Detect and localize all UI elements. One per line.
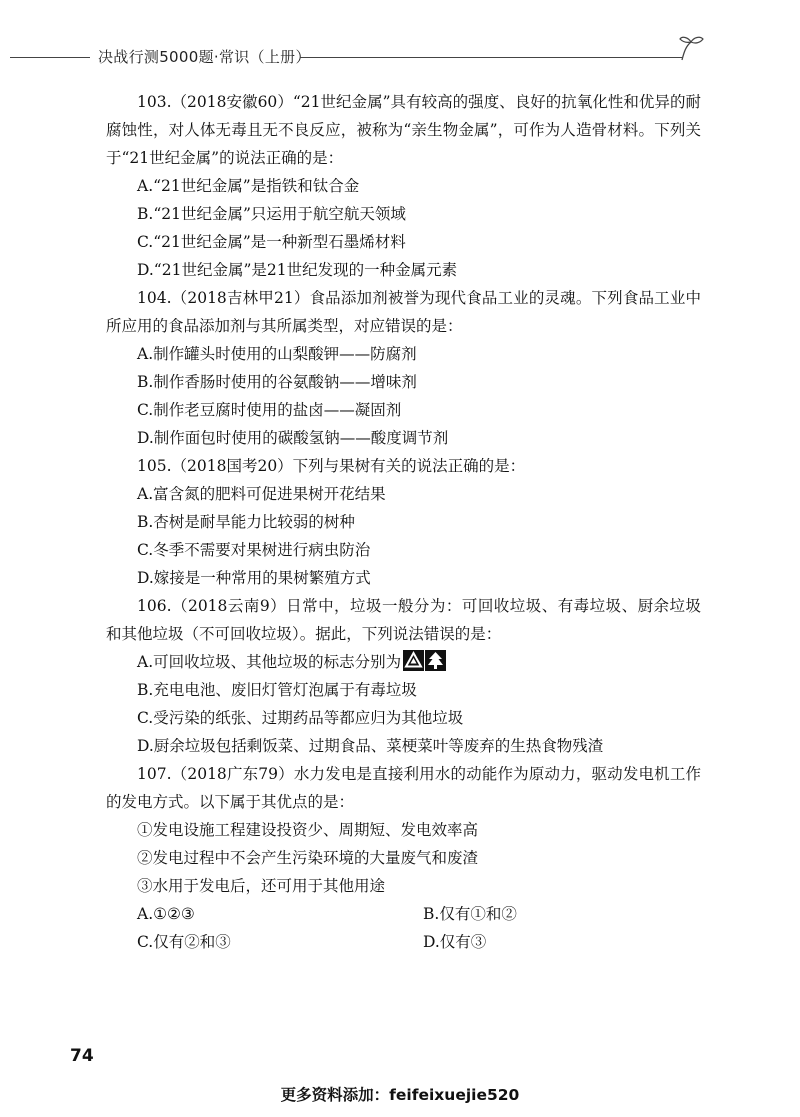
running-header [0, 40, 800, 70]
header-rule-right [300, 57, 682, 58]
statement-2: ②发电过程中不会产生污染环境的大量废气和废渣 [137, 849, 479, 867]
option-d: D.厨余垃圾包括剩饭菜、过期食品、菜梗菜叶等废弃的生热食物残渣 [137, 737, 604, 755]
statement-1: ①发电设施工程建设投资少、周期短、发电效率高 [137, 821, 479, 839]
option-d: D.“21世纪金属”是21世纪发现的一种金属元素 [137, 261, 458, 279]
question-104 [106, 284, 701, 452]
question-stem: 107.（2018广东79）水力发电是直接利用水的动能作为原动力，驱动发电机工作的发电方式。以下属于其优点的是： [106, 765, 701, 811]
option-a [106, 648, 701, 676]
option-a: A.制作罐头时使用的山梨酸钾——防腐剂 [137, 345, 417, 363]
recyclable-icon [403, 650, 424, 671]
option-b: B.“21世纪金属”只运用于航空航天领域 [137, 205, 406, 223]
option-c: C.制作老豆腐时使用的盐卤——凝固剂 [137, 401, 402, 419]
question-stem: 106.（2018云南9）日常中，垃圾一般分为：可回收垃圾、有毒垃圾、厨余垃圾和其他垃圾（不可回收垃圾）。据此，下列说法错误的是： [106, 597, 701, 643]
sprout-icon [676, 34, 706, 62]
question-stem: 103.（2018安徽60）“21世纪金属”具有较高的强度、良好的抗氧化性和优异的耐腐蚀性，对人体无毒且无不良反应，被称为“亲生物金属”，可作为人造骨材料。下列关于“21世纪金属”的说法正确的是： [106, 93, 701, 167]
option-c: C.冬季不需要对果树进行病虫防治 [137, 541, 371, 559]
recycle-symbols [403, 650, 446, 671]
question-stem: 104.（2018吉林甲21）食品添加剂被誉为现代食品工业的灵魂。下列食品工业中所应用的食品添加剂与其所属类型，对应错误的是： [106, 289, 701, 335]
option-c: C.“21世纪金属”是一种新型石墨烯材料 [137, 233, 406, 251]
option-row [106, 928, 701, 956]
question-107 [106, 760, 701, 956]
option-a: A.“21世纪金属”是指铁和钛合金 [137, 177, 360, 195]
question-list [106, 88, 701, 956]
option-row [106, 900, 701, 928]
statement-3: ③水用于发电后，还可用于其他用途 [137, 877, 386, 895]
option-d: D.制作面包时使用的碳酸氢钠——酸度调节剂 [137, 429, 449, 447]
option-b: B.杏树是耐旱能力比较弱的树种 [137, 513, 355, 531]
option-a: A.①②③ [137, 905, 195, 923]
book-title: 决战行测5000题·常识（上册） [98, 48, 311, 66]
header-rule-left [10, 57, 90, 58]
option-a-text: A.可回收垃圾、其他垃圾的标志分别为 [137, 653, 402, 671]
other-waste-icon [425, 650, 446, 671]
option-d: D.仅有③ [423, 933, 487, 951]
option-c: C.受污染的纸张、过期药品等都应归为其他垃圾 [137, 709, 464, 727]
page-number: 74 [70, 1046, 94, 1066]
question-stem: 105.（2018国考20）下列与果树有关的说法正确的是： [137, 457, 526, 475]
question-106 [106, 592, 701, 760]
option-c: C.仅有②和③ [137, 933, 231, 951]
option-b: B.仅有①和② [423, 905, 517, 923]
option-a: A.富含氮的肥料可促进果树开花结果 [137, 485, 386, 503]
question-103 [106, 88, 701, 284]
footer-note: 更多资料添加：feifeixuejie520 [280, 1086, 520, 1104]
question-105 [106, 452, 701, 592]
option-d: D.嫁接是一种常用的果树繁殖方式 [137, 569, 371, 587]
option-b: B.制作香肠时使用的谷氨酸钠——增味剂 [137, 373, 417, 391]
option-b: B.充电电池、废旧灯管灯泡属于有毒垃圾 [137, 681, 417, 699]
